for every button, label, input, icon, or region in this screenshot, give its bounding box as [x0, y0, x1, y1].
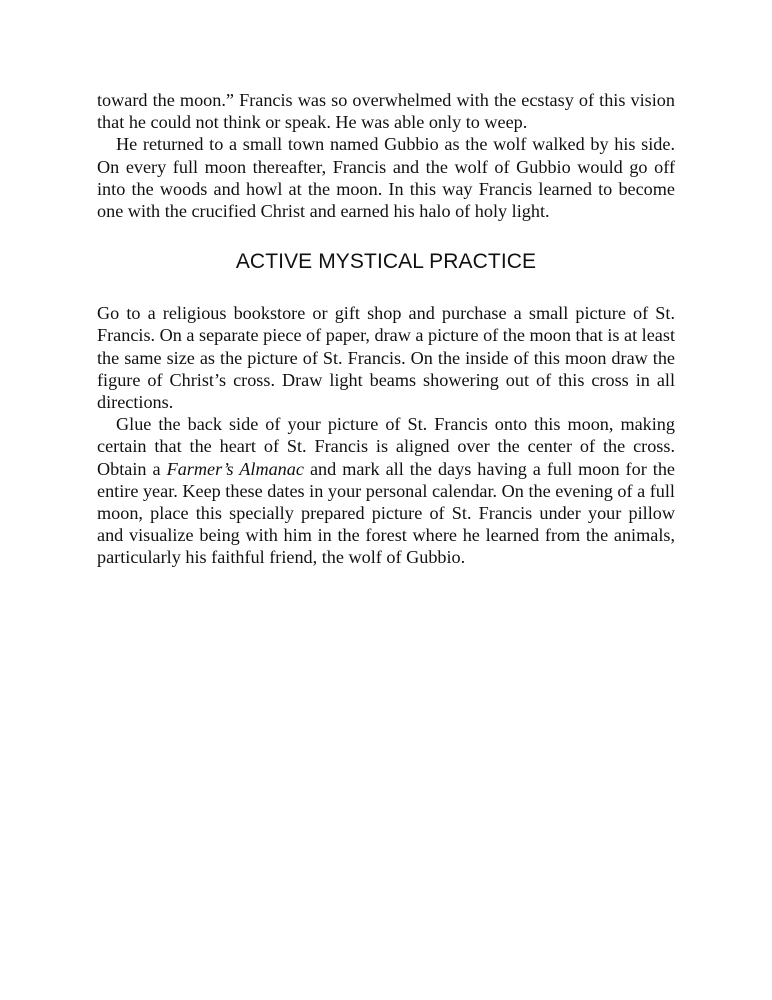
- paragraph-moon-vision: toward the moon.” Francis was so overwhelmed with the ecstasy of this vision that he could not think or speak. He was able only to weep.: [97, 90, 675, 133]
- glue-text-start: Glue the back side of your picture of St. Francis onto this moon, making certain that the heart of St. Francis is aligned over the center of the cross. Obtain a: [97, 414, 675, 479]
- glue-text-end: and mark all the days having a full moon for the entire year. Keep these dates in your personal calendar. On the evening of a full moon, place this specially prepared picture of St. Francis under your pillow and visualize being with him in the forest where he learned from the animals, particularly his faithful friend, the wolf of Gubbio.: [97, 458, 675, 568]
- section-heading: ACTIVE MYSTICAL PRACTICE: [235, 250, 537, 274]
- almanac-title: Farmer’s Almanac: [166, 458, 304, 479]
- paragraph-practice-instructions: Go to a religious bookstore or gift shop and purchase a small picture of St. Francis. On a separate piece of paper, draw a picture of the moon that is at least the same size as the picture of St. Francis. On the inside of this moon draw the figure of Christ’s cross. Draw light beams showering out of this cross in all directions.: [97, 303, 676, 413]
- paragraph-practice-glue: [97, 413, 675, 568]
- page-body: [97, 89, 675, 569]
- paragraph-gubbio-return: He returned to a small town named Gubbio as the wolf walked by his side. On every full moon thereafter, Francis and the wolf of Gubbio would go off into the woods and howl at the moon. In this way Francis learned to become one with the crucified Christ and earned his halo of holy light.: [97, 134, 675, 222]
